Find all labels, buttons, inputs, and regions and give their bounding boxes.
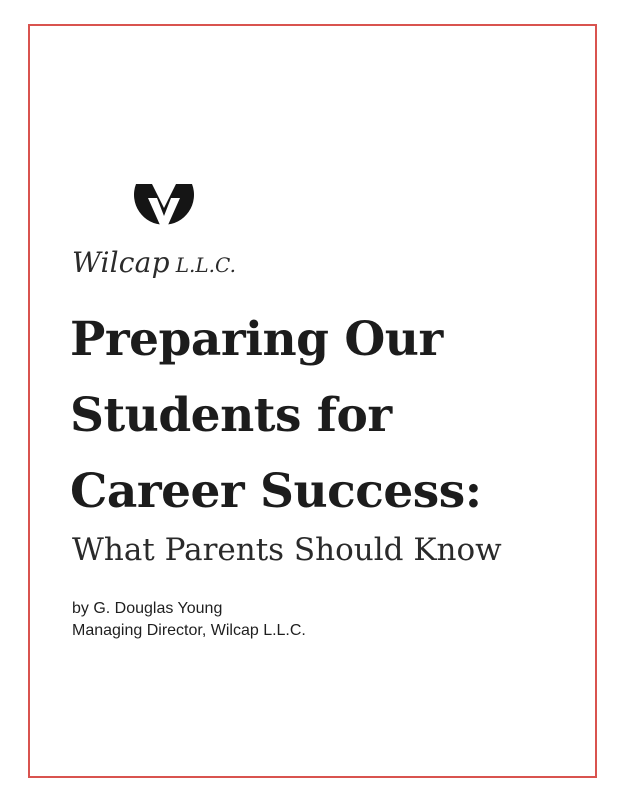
title-line: Career Success: <box>70 464 482 519</box>
document-subtitle: What Parents Should Know <box>72 532 502 568</box>
company-logo-text <box>72 246 236 279</box>
title-line: Students for <box>70 388 392 443</box>
title-line: Preparing Our <box>70 312 443 367</box>
document-title <box>70 302 590 530</box>
author-role: Managing Director, Wilcap L.L.C. <box>72 622 306 639</box>
company-suffix: L.L.C. <box>175 253 236 277</box>
author-name: by G. Douglas Young <box>72 600 223 617</box>
company-name: Wilcap <box>72 246 170 279</box>
byline <box>72 598 306 642</box>
w-circle-logo-icon <box>126 178 202 242</box>
